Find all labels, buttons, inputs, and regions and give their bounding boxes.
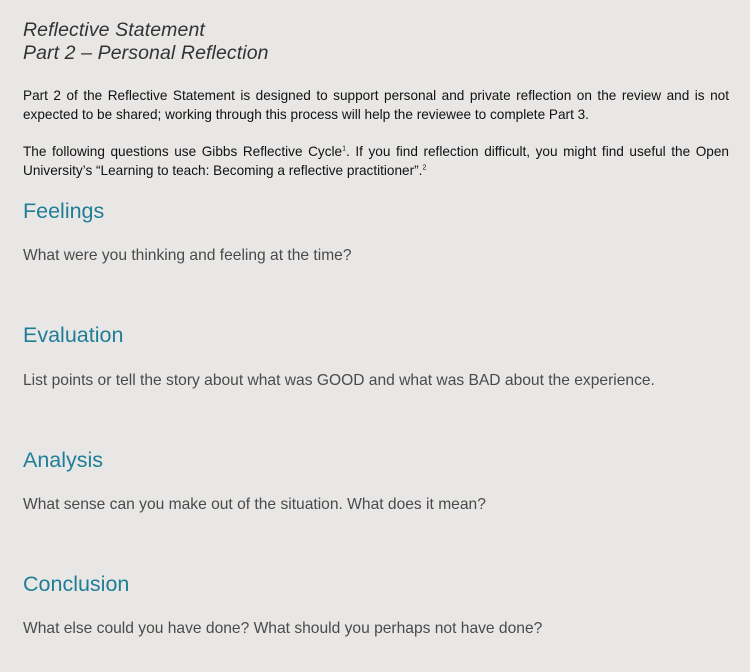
section-heading-feelings: Feelings — [23, 199, 105, 223]
section-prompt-evaluation: List points or tell the story about what was GOOD and what was BAD about the experience. — [23, 372, 655, 389]
title-line-1: Reflective Statement — [23, 19, 205, 41]
footnote-ref-1: 1 — [342, 145, 346, 153]
section-heading-analysis: Analysis — [23, 448, 104, 472]
footnote-ref-2: 2 — [422, 164, 427, 172]
title-line-2: Part 2 – Personal Reflection — [23, 42, 269, 64]
intro-p2-text-start: The following questions use Gibbs Reflective Cycle — [23, 144, 343, 159]
section-heading-conclusion: Conclusion — [23, 572, 130, 596]
section-heading-evaluation: Evaluation — [23, 323, 124, 347]
section-prompt-analysis: What sense can you make out of the situation. What does it mean? — [23, 496, 486, 513]
intro-paragraph-1: Part 2 of the Reflective Statement is designed to support personal and private reflection on the review and is not expected to be shared; working through this process will help the reviewee to complete Part 3. — [23, 88, 729, 122]
section-prompt-feelings: What were you thinking and feeling at the time? — [23, 247, 352, 264]
intro-p2-text-end: . If you find reflection difficult, you might find useful the Open University’s “Learning to teach: Becoming a reflective practitioner”. — [23, 144, 729, 178]
section-prompt-conclusion: What else could you have done? What should you perhaps not have done? — [23, 620, 543, 637]
sections-container — [23, 0, 729, 672]
